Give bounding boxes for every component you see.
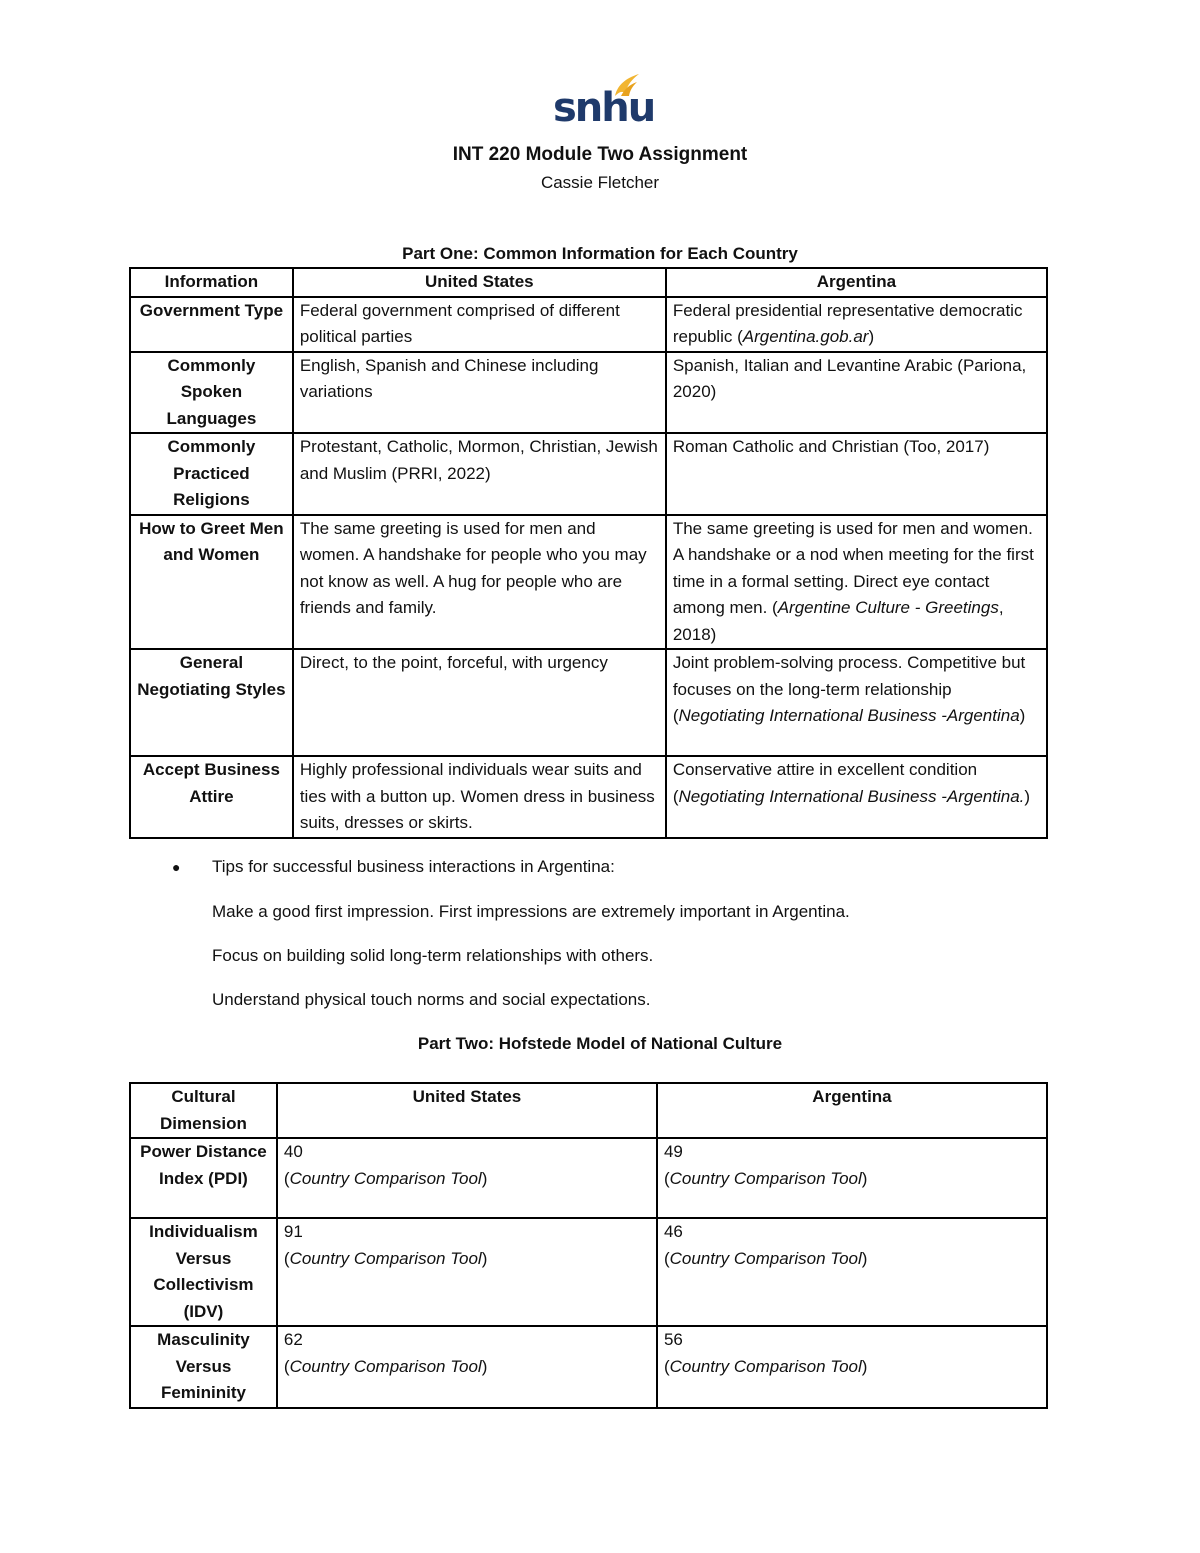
table-row [130,515,1047,650]
us-cell: The same greeting is used for men and women. A handshake for people who you may not know as well. A hug for people who are friends and family. [293,515,666,650]
score-value: 40 [283,1142,303,1161]
table-row [130,649,1047,756]
tips-heading: Tips for successful business interactions in Argentina: [212,857,615,876]
table-row [130,297,1047,352]
ar-score-cell: 49 (Country Comparison Tool) [657,1138,1047,1218]
source-citation: Country Comparison Tool [669,1356,862,1376]
table-row [130,1218,1047,1326]
row-label: General Negotiating Styles [130,649,293,756]
header-cell: Argentina [657,1083,1047,1138]
score-value: 46 [663,1222,683,1241]
table-row [130,433,1047,515]
header-cell: Cultural Dimension [130,1083,277,1138]
us-cell: English, Spanish and Chinese including variations [293,352,666,434]
table-row [130,352,1047,434]
ar-cell: Spanish, Italian and Levantine Arabic (Pariona, 2020) [666,352,1047,434]
logo-text: snhu [553,85,655,131]
us-cell: Direct, to the point, forceful, with urgency [293,649,666,756]
us-score-cell: 62 (Country Comparison Tool) [277,1326,657,1408]
row-label: How to Greet Men and Women [130,515,293,650]
ar-cell: Conservative attire in excellent condition (Negotiating International Business -Argentina.) [666,756,1047,838]
table-row [130,1326,1047,1408]
ar-cell: Roman Catholic and Christian (Too, 2017) [666,433,1047,515]
table-header-row [130,1083,1047,1138]
part-one-heading: Part One: Common Information for Each Country [402,244,798,263]
header-cell: United States [293,268,666,297]
tip-item: Understand physical touch norms and social expectations. [212,990,651,1009]
hofstede-table [129,1082,1048,1409]
us-cell: Highly professional individuals wear suits and ties with a button up. Women dress in business suits, dresses or skirts. [293,756,666,838]
header-cell: Argentina [666,268,1047,297]
us-score-cell: 91 (Country Comparison Tool) [277,1218,657,1326]
score-value: 49 [663,1142,683,1161]
table-row [130,1138,1047,1218]
ar-cell: Joint problem-solving process. Competitive but focuses on the long-term relationship (Negotiating International Business -Argentina) [666,649,1047,756]
row-label: Commonly Practiced Religions [130,433,293,515]
us-cell: Federal government comprised of different political parties [293,297,666,352]
table-row [130,756,1047,838]
row-label: Masculinity Versus Femininity [130,1326,277,1408]
score-value: 56 [663,1330,683,1349]
score-value: 62 [283,1330,303,1349]
ar-score-cell: 46 (Country Comparison Tool) [657,1218,1047,1326]
ar-score-cell: 56 (Country Comparison Tool) [657,1326,1047,1408]
source-citation: Country Comparison Tool [669,1168,862,1188]
part-two-heading: Part Two: Hofstede Model of National Culture [417,1034,783,1053]
us-cell: Protestant, Catholic, Mormon, Christian, Jewish and Muslim (PRRI, 2022) [293,433,666,515]
header-cell: Information [130,268,293,297]
ar-cell: The same greeting is used for men and women. A handshake or a nod when meeting for the first time in a formal setting. Direct eye contact among men. (Argentine Culture - Greetings, 2018) [666,515,1047,650]
source-citation: Country Comparison Tool [669,1248,862,1268]
source-citation: Country Comparison Tool [289,1356,482,1376]
author-name: Cassie Fletcher [540,173,660,192]
row-label: Government Type [130,297,293,352]
bullet-icon: ● [172,859,181,875]
us-score-cell: 40 (Country Comparison Tool) [277,1138,657,1218]
tip-item: Make a good first impression. First impressions are extremely important in Argentina. [212,902,850,921]
row-label: Individualism Versus Collectivism (IDV) [130,1218,277,1326]
common-info-table [129,267,1048,839]
header-cell: United States [277,1083,657,1138]
document-title: INT 220 Module Two Assignment [452,144,748,165]
score-value: 91 [283,1222,303,1241]
ar-cell: Federal presidential representative democratic republic (Argentina.gob.ar) [666,297,1047,352]
table-header-row [130,268,1047,297]
snhu-logo [553,72,655,132]
list-item [172,857,615,877]
source-citation: Country Comparison Tool [289,1168,482,1188]
row-label: Accept Business Attire [130,756,293,838]
tip-item: Focus on building solid long-term relationships with others. [212,946,654,965]
source-citation: Country Comparison Tool [289,1248,482,1268]
row-label: Power Distance Index (PDI) [130,1138,277,1218]
tips-list [172,857,850,1009]
row-label: Commonly Spoken Languages [130,352,293,434]
